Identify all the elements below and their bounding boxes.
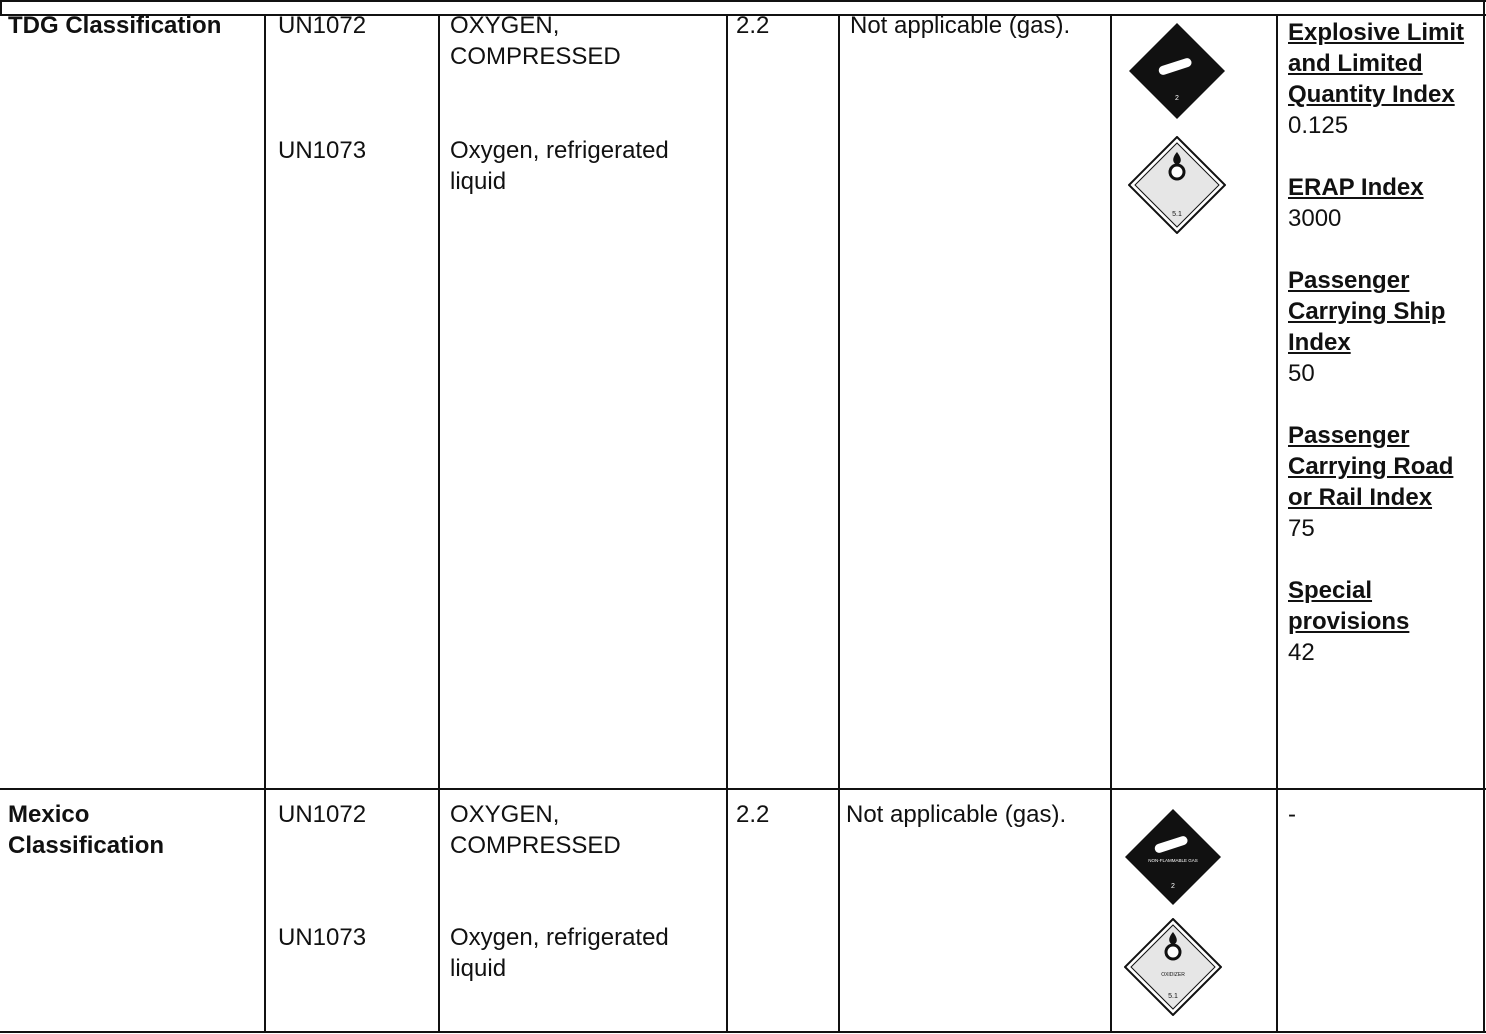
col-divider-1 [264, 14, 266, 1033]
info-heading: ERAP Index [1288, 174, 1424, 201]
col-divider-6 [1276, 14, 1278, 1033]
table-top-border [0, 0, 1486, 2]
mexico-info-cell: - [1288, 801, 1296, 828]
row-separator [0, 788, 1486, 790]
info-value: 3000 [1288, 205, 1342, 232]
col-divider-5 [1110, 14, 1112, 1033]
shipping-name: Oxygen, refrigerated liquid [450, 137, 669, 195]
info-heading: Passenger Carrying Road or Rail Index [1288, 422, 1454, 511]
packing-group: Not applicable (gas). [846, 801, 1067, 828]
shipping-name: OXYGEN, COMPRESSED [450, 12, 621, 70]
placard-caption: OXIDIZER [1161, 972, 1185, 978]
info-heading: Special provisions [1288, 577, 1410, 635]
table-bottom-border [0, 1031, 1486, 1033]
row-label-mexico: Mexico Classification [8, 801, 165, 859]
un-number: UN1072 [278, 12, 367, 39]
info-heading: Passenger Carrying Ship Index [1288, 267, 1446, 356]
info-value: 75 [1288, 515, 1315, 542]
table-left-border-stub [0, 0, 2, 14]
info-value: 42 [1288, 639, 1315, 666]
packing-group: Not applicable (gas). [850, 12, 1071, 39]
placard-caption: NON-FLAMMABLE GAS [1148, 858, 1198, 863]
oxidizer-placard-icon [1124, 918, 1222, 1016]
info-heading: Explosive Limit and Limited Quantity Index [1288, 19, 1465, 108]
table-right-border [1483, 0, 1485, 1032]
info-value: 50 [1288, 360, 1315, 387]
non-flammable-gas-placard-icon [1124, 808, 1222, 906]
col-divider-3 [726, 14, 728, 1033]
oxidizer-placard-icon [1128, 136, 1226, 234]
col-divider-2 [438, 14, 440, 1033]
shipping-name: OXYGEN, COMPRESSED [450, 801, 621, 859]
placard-class-number: 5.1 [1172, 211, 1182, 218]
un-number: UN1072 [278, 801, 367, 828]
hazard-class: 2.2 [736, 801, 770, 828]
shipping-name: Oxygen, refrigerated liquid [450, 924, 669, 982]
col-divider-4 [838, 14, 840, 1033]
un-number: UN1073 [278, 137, 367, 164]
placard-class-number: 5.1 [1168, 993, 1178, 1000]
placard-class-number: 2 [1171, 883, 1175, 890]
row-label-tdg: TDG Classification [8, 12, 222, 39]
tdg-info-cell [1288, 17, 1474, 668]
hazard-class: 2.2 [736, 12, 770, 39]
info-value: 0.125 [1288, 112, 1349, 139]
non-flammable-gas-placard-icon [1128, 22, 1226, 120]
un-number: UN1073 [278, 924, 367, 951]
placard-class-number: 2 [1175, 95, 1179, 102]
